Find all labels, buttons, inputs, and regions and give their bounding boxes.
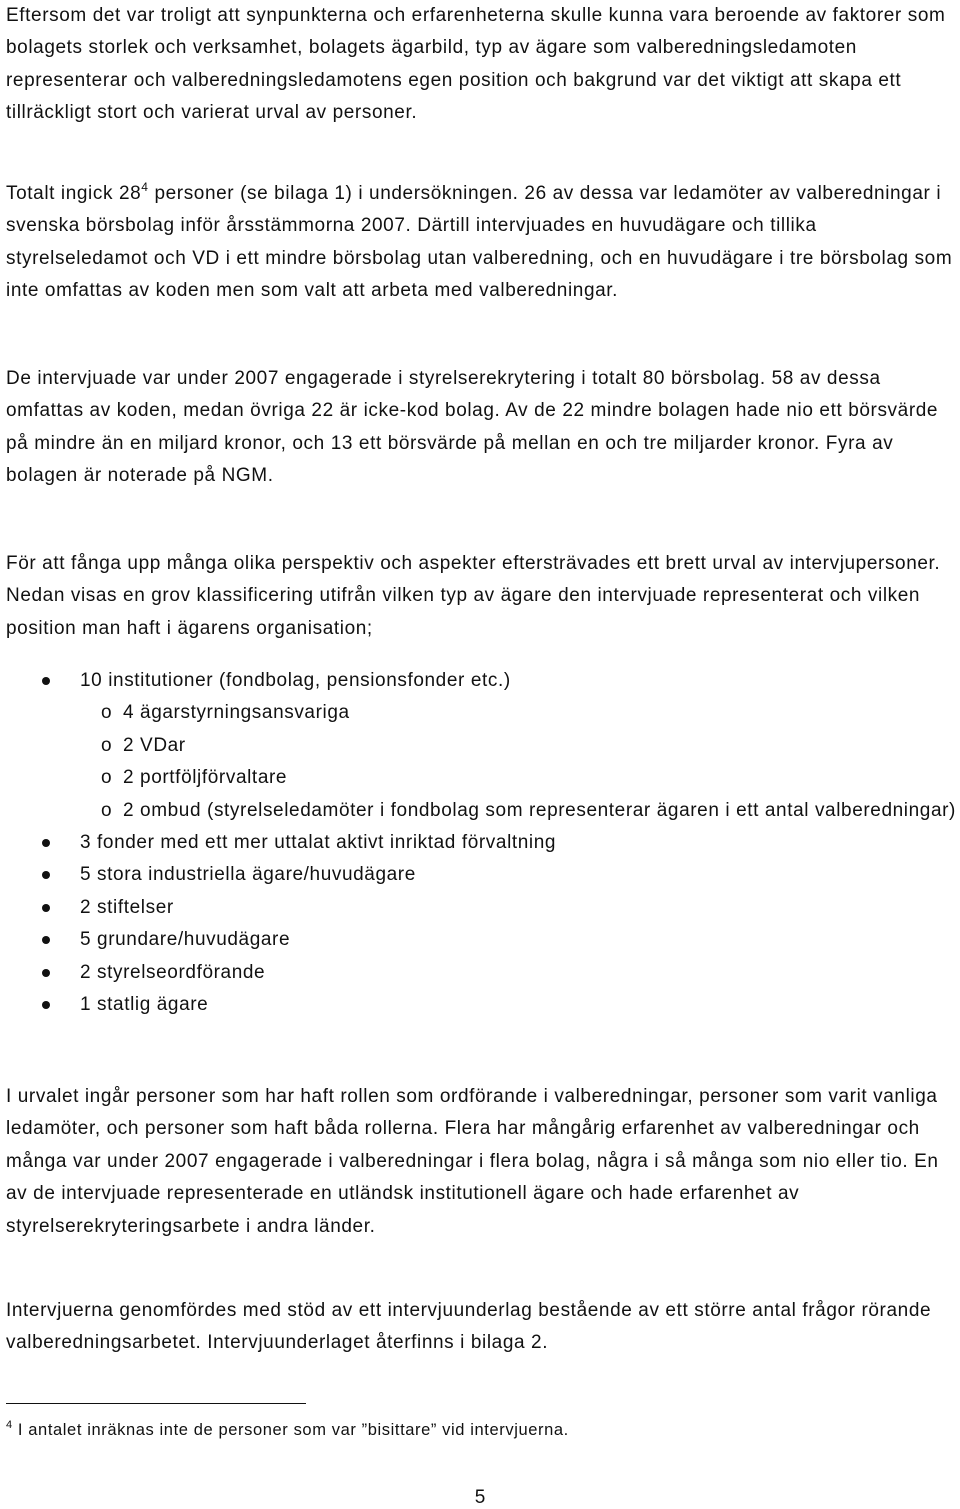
- owner-classification-list: [6, 665, 956, 1021]
- bullet-icon: [42, 839, 50, 847]
- list-item-text: 10 institutioner (fondbolag, pensionsfonder etc.): [80, 670, 511, 691]
- list-item-text: 4 ägarstyrningsansvariga: [123, 702, 350, 724]
- sub-bullet-marker: o: [101, 799, 113, 821]
- list-item-text: 5 grundare/huvudägare: [80, 929, 291, 951]
- list-item-text: 5 stora industriella ägare/huvudägare: [80, 864, 416, 886]
- list-item-text: 1 statlig ägare: [80, 994, 209, 1016]
- list-item-text: 2 stiftelser: [80, 896, 174, 918]
- bullet-icon: [42, 969, 50, 977]
- footnote-text: I antalet inräknas inte de personer som var ”bisittare” vid intervjuerna.: [12, 1421, 569, 1439]
- list-item-text: 3 fonder med ett mer uttalat aktivt inriktad förvaltning: [80, 832, 557, 854]
- footnote-reference: 4: [141, 179, 149, 194]
- list-item: [6, 957, 956, 989]
- sub-bullet-marker: o: [101, 702, 113, 724]
- paragraph-classification-intro: För att fånga upp många olika perspektiv och aspekter eftersträvades ett brett urval av intervjupersoner. Nedan visas en grov klassificering utifrån vilken typ av ägare den intervjuade representerat och vilken position man haft i ägarens organisation;: [6, 553, 941, 639]
- list-item: [6, 859, 956, 891]
- list-item-text: 2 styrelseordförande: [80, 961, 266, 983]
- list-item: [6, 892, 956, 924]
- list-item: [6, 989, 956, 1021]
- footnote: [6, 1416, 956, 1444]
- bullet-icon: [42, 677, 50, 685]
- paragraph-selection-roles: I urvalet ingår personer som har haft rollen som ordförande i valberedningar, personer som varit vanliga ledamöter, och personer som haft båda rollerna. Flera har mångårig erfarenhet av valberedningar och många var under 2007 engagerade i valberedningar i flera bolag, några i så många som nio eller tio. En av de intervjuade representerade en utländsk institutionell ägare och hade erfarenhet av styrelserekryteringsarbete i andra länder.: [6, 1086, 939, 1237]
- paragraph-participants: [6, 178, 956, 308]
- list-item: [6, 827, 956, 859]
- bullet-icon: [42, 871, 50, 879]
- paragraph-participants-rest: personer (se bilaga 1) i undersökningen. 26 av dessa var ledamöter av valberedningar i svenska börsbolag inför årsstämmorna 2007. Därtill intervjuades en huvudägare och tillika styrelseledamot och VD i ett mindre börsbolag utan valberedning, och en huvudägare i tre börsbolag som inte omfattas av koden men som valt att arbeta med valberedningar.: [6, 183, 953, 302]
- paragraph-participants-start: Totalt ingick 28: [6, 183, 142, 204]
- sub-list-item: [6, 697, 956, 729]
- paragraph-interview-method: Intervjuerna genomfördes med stöd av ett intervjuunderlag bestående av ett större antal frågor rörande valberedningsarbetet. Intervjuunderlaget återfinns i bilaga 2.: [6, 1300, 932, 1354]
- list-item-text: 2 portföljförvaltare: [123, 767, 288, 789]
- bullet-icon: [42, 1001, 50, 1009]
- page-number: 5: [474, 1487, 486, 1508]
- bullet-icon: [42, 936, 50, 944]
- sub-bullet-marker: o: [101, 734, 113, 756]
- sub-list-item: [6, 730, 956, 762]
- list-item: [6, 665, 956, 697]
- footnote-number: 4: [6, 1418, 13, 1431]
- sub-list-item: [6, 762, 956, 794]
- list-item-text: 2 ombud (styrelseledamöter i fondbolag som representerar ägaren i ett antal valberedningar): [123, 799, 956, 821]
- paragraph-companies: De intervjuade var under 2007 engagerade i styrelserekrytering i totalt 80 börsbolag. 58 av dessa omfattas av koden, medan övriga 22 är icke-kod bolag. Av de 22 mindre bolagen hade nio ett börsvärde på mindre än en miljard kronor, och 13 ett börsvärde på mellan en och tre miljarder kronor. Fyra av bolagen är noterade på NGM.: [6, 368, 939, 487]
- list-item-text: 2 VDar: [123, 734, 186, 756]
- paragraph-selection-rationale: Eftersom det var troligt att synpunkterna och erfarenheterna skulle kunna vara beroende av faktorer som bolagets storlek och verksamhet, bolagets ägarbild, typ av ägare som valberedningsledamoten representerar och valberedningsledamotens egen position och bakgrund var det viktigt att skapa ett tillräckligt stort och varierat urval av personer.: [6, 5, 946, 124]
- footnote-separator: [6, 1403, 306, 1404]
- sub-list-item: [6, 795, 956, 827]
- sub-bullet-marker: o: [101, 767, 113, 789]
- list-item: [6, 924, 956, 956]
- bullet-icon: [42, 904, 50, 912]
